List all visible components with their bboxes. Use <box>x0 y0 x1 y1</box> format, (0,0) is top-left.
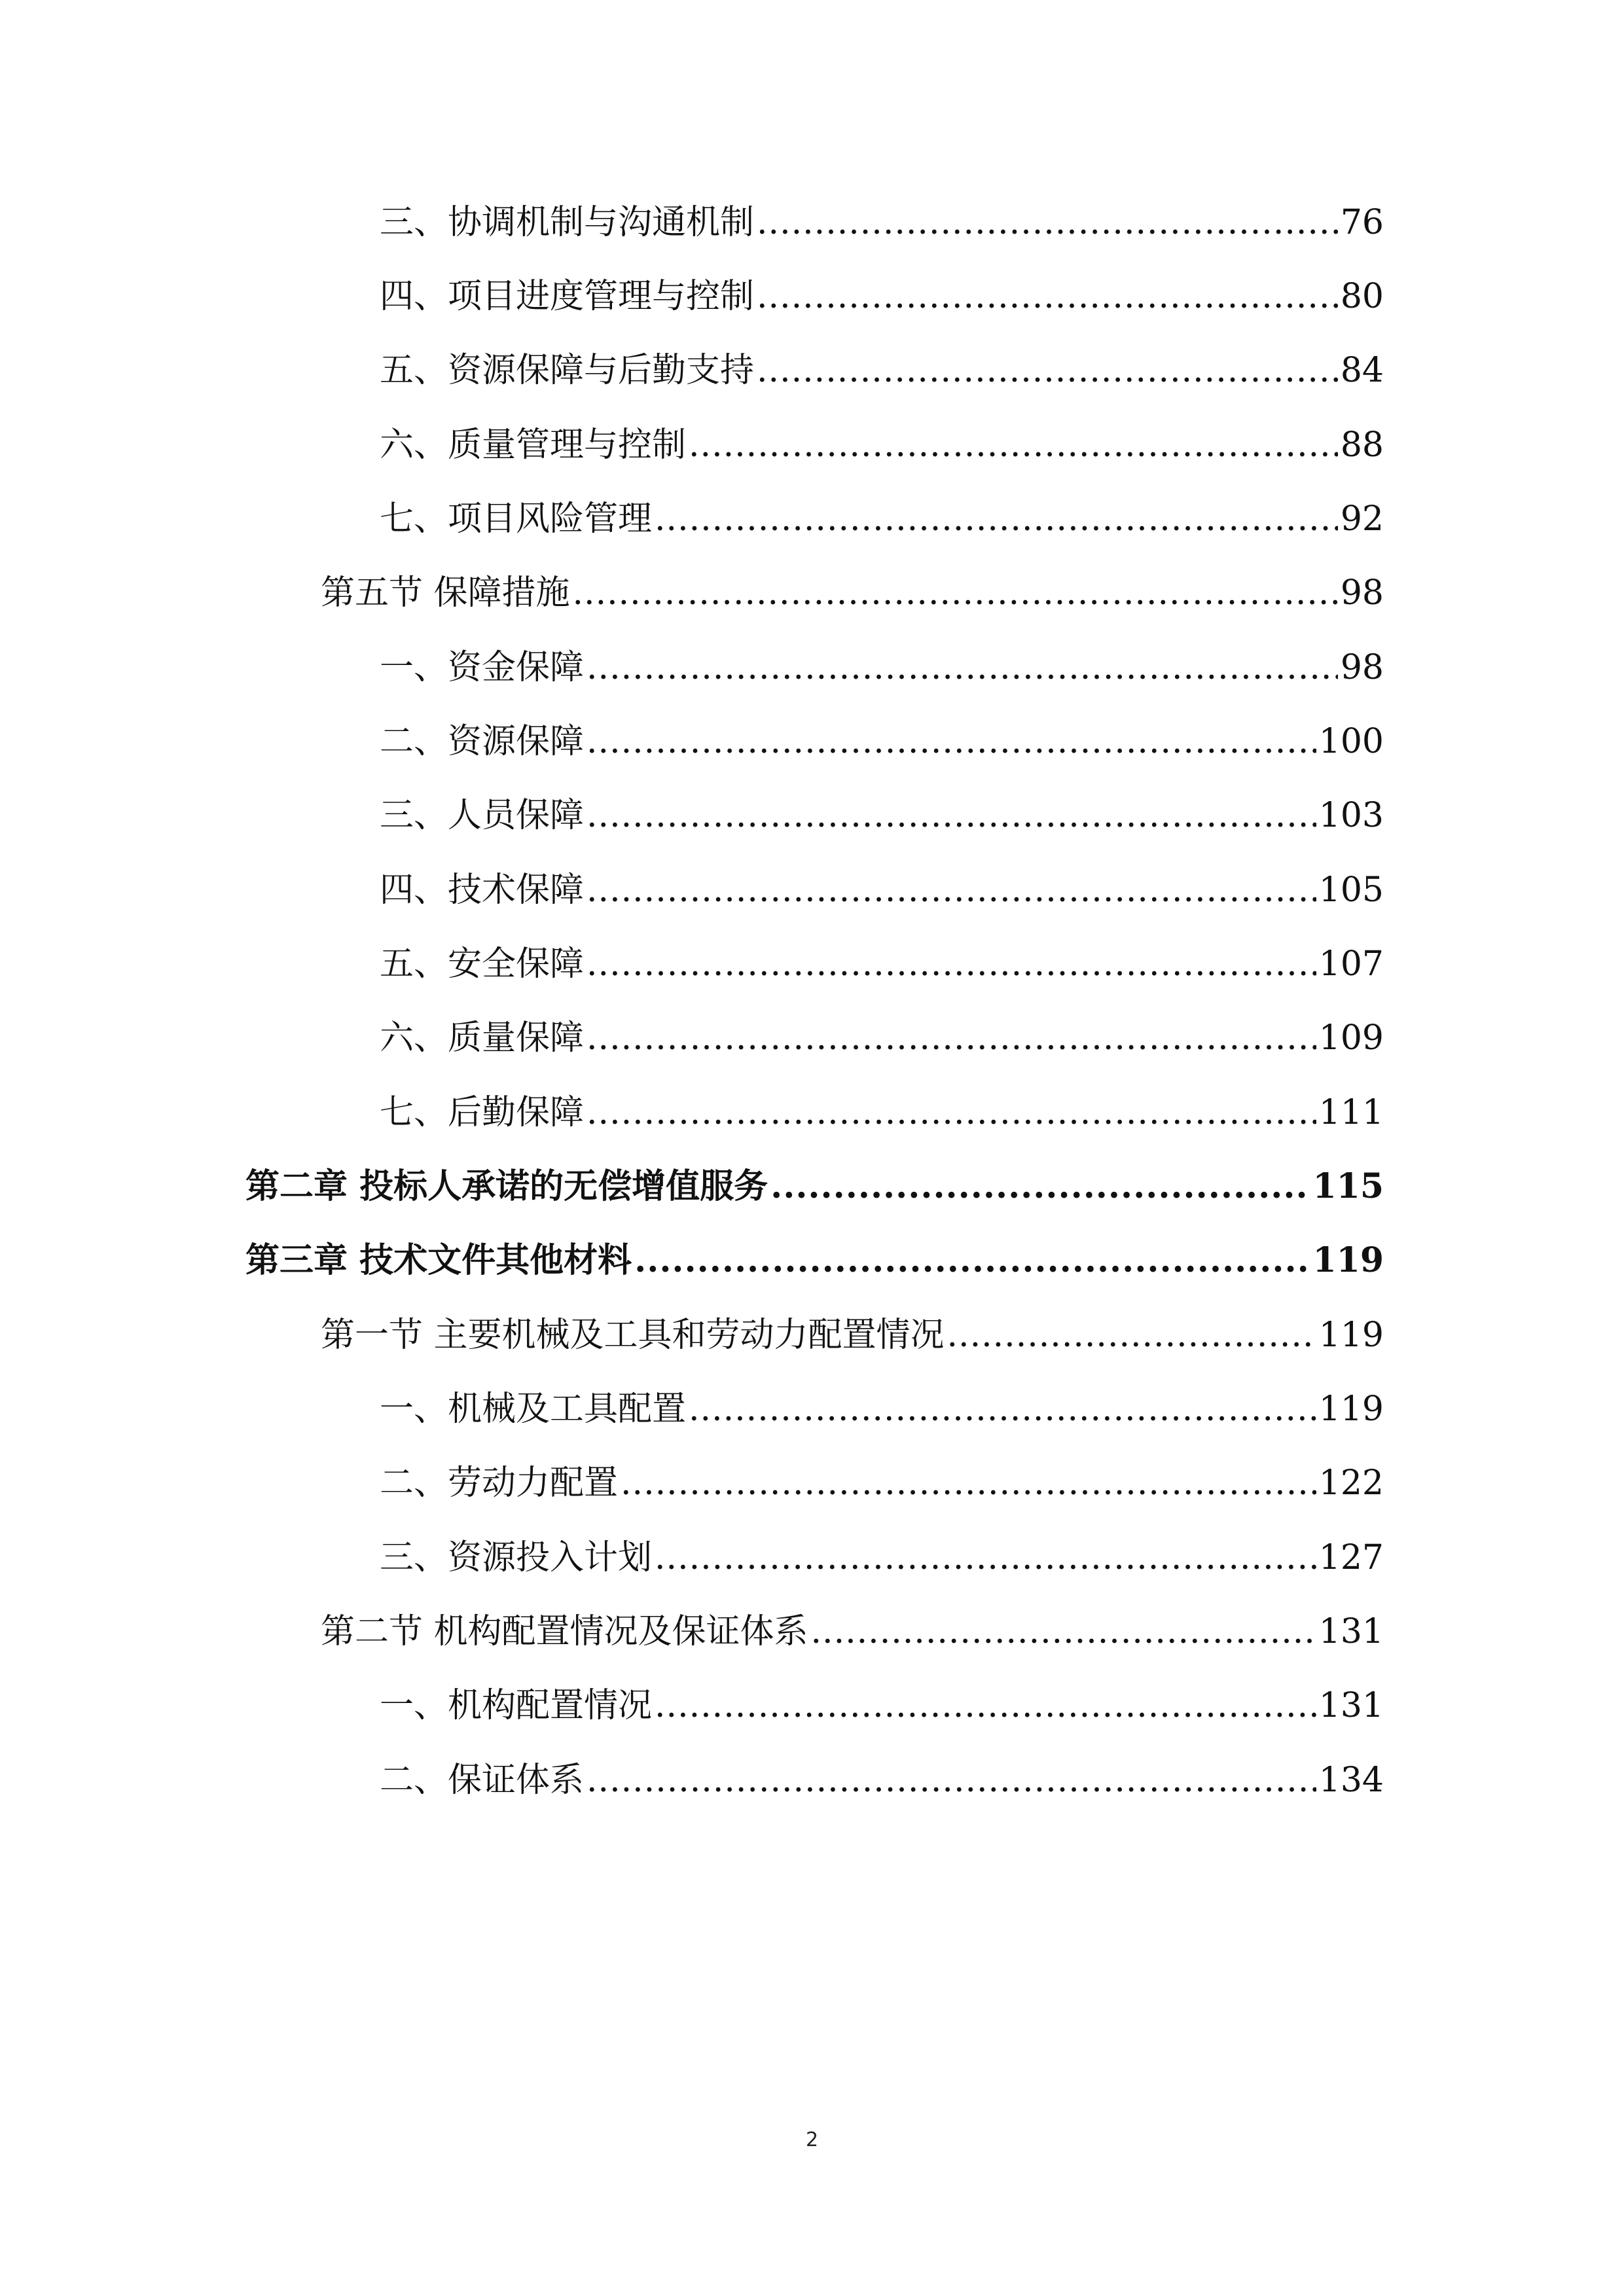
toc-entry-label: 三、人员保障 <box>380 796 585 835</box>
toc-entry-page: 92 <box>1340 499 1384 539</box>
toc-entry-page: 100 <box>1318 722 1384 761</box>
toc-entry-resources[interactable] <box>380 704 1384 762</box>
toc-entry-assurance-system[interactable] <box>380 1742 1384 1801</box>
toc-entry-logistics[interactable] <box>380 1075 1384 1134</box>
toc-entry-funding[interactable] <box>380 630 1384 689</box>
toc-entry-page: 107 <box>1318 944 1384 984</box>
toc-entry-page: 98 <box>1340 648 1384 687</box>
toc-dot-leader <box>586 869 1316 911</box>
toc-entry-quality-management[interactable] <box>380 407 1384 466</box>
toc-dot-leader <box>634 1240 1310 1282</box>
toc-dot-leader <box>586 795 1316 836</box>
toc-entry-label: 第五节 保障措施 <box>321 573 570 613</box>
toc-dot-leader <box>586 1759 1316 1801</box>
toc-dot-leader <box>655 498 1338 540</box>
toc-entry-label: 五、安全保障 <box>380 944 585 984</box>
toc-entry-chapter-3[interactable] <box>245 1223 1384 1282</box>
toc-entry-label: 第二节 机构配置情况及保证体系 <box>321 1612 808 1651</box>
toc-entry-page: 76 <box>1340 203 1384 242</box>
toc-entry-page: 105 <box>1318 870 1384 910</box>
toc-dot-leader <box>573 572 1338 614</box>
toc-dot-leader <box>586 647 1338 689</box>
toc-entry-page: 111 <box>1318 1093 1384 1132</box>
toc-dot-leader <box>689 424 1338 466</box>
toc-entry-resource-plan[interactable] <box>380 1520 1384 1579</box>
toc-entry-page: 122 <box>1318 1463 1384 1503</box>
toc-dot-leader <box>621 1462 1316 1504</box>
toc-entry-labor[interactable] <box>380 1445 1384 1504</box>
toc-entry-label: 二、劳动力配置 <box>380 1463 619 1503</box>
toc-entry-label: 第二章 投标人承诺的无偿增值服务 <box>245 1166 768 1206</box>
toc-entry-label: 七、项目风险管理 <box>380 499 653 539</box>
toc-entry-chapter-2[interactable] <box>245 1149 1384 1208</box>
toc-entry-label: 七、后勤保障 <box>380 1093 585 1132</box>
toc-dot-leader <box>757 350 1338 391</box>
toc-entry-page: 119 <box>1318 1390 1384 1429</box>
toc-entry-label: 二、保证体系 <box>380 1761 585 1800</box>
toc-entry-page: 131 <box>1318 1686 1384 1725</box>
toc-dot-leader <box>586 943 1316 985</box>
toc-entry-page: 88 <box>1340 425 1384 465</box>
toc-entry-label: 一、资金保障 <box>380 648 585 687</box>
toc-entry-risk-management[interactable] <box>380 481 1384 540</box>
toc-entry-personnel[interactable] <box>380 778 1384 836</box>
toc-entry-label: 三、资源投入计划 <box>380 1538 653 1577</box>
toc-entry-resource-logistics[interactable] <box>380 332 1384 391</box>
toc-entry-label: 第三章 技术文件其他材料 <box>245 1240 632 1280</box>
toc-entry-section-1-machinery-labor[interactable] <box>321 1297 1384 1356</box>
toc-dot-leader <box>770 1166 1310 1208</box>
toc-entry-schedule-management[interactable] <box>380 259 1384 317</box>
toc-entry-label: 一、机械及工具配置 <box>380 1390 687 1429</box>
toc-entry-page: 119 <box>1312 1240 1384 1280</box>
toc-dot-leader <box>811 1611 1316 1653</box>
toc-dot-leader <box>586 1092 1316 1134</box>
toc-entry-label: 二、资源保障 <box>380 722 585 761</box>
toc-entry-page: 98 <box>1340 573 1384 613</box>
toc-dot-leader <box>655 1537 1316 1579</box>
toc-dot-leader <box>757 276 1338 317</box>
toc-entry-coordination-mechanism[interactable] <box>380 185 1384 243</box>
toc-entry-page: 134 <box>1318 1761 1384 1800</box>
toc-entry-technical[interactable] <box>380 852 1384 911</box>
toc-dot-leader <box>586 721 1316 762</box>
toc-entry-organization[interactable] <box>380 1668 1384 1727</box>
toc-entry-label: 四、技术保障 <box>380 870 585 910</box>
toc-entry-page: 131 <box>1318 1612 1384 1651</box>
toc-entry-quality[interactable] <box>380 1000 1384 1059</box>
toc-entry-label: 三、协调机制与沟通机制 <box>380 203 755 242</box>
toc-entry-label: 四、项目进度管理与控制 <box>380 277 755 316</box>
toc-entry-label: 一、机构配置情况 <box>380 1686 653 1725</box>
toc-dot-leader <box>757 202 1338 243</box>
toc-entry-section-2-organization[interactable] <box>321 1594 1384 1653</box>
toc-entry-label: 六、质量管理与控制 <box>380 425 687 465</box>
toc-entry-page: 127 <box>1318 1538 1384 1577</box>
toc-dot-leader <box>689 1388 1316 1430</box>
toc-entry-page: 84 <box>1340 351 1384 390</box>
toc-dot-leader <box>655 1685 1316 1727</box>
page-number: 2 <box>805 2128 819 2151</box>
toc-entry-label: 六、质量保障 <box>380 1018 585 1058</box>
toc-entry-page: 109 <box>1318 1018 1384 1058</box>
toc-entry-machinery-tools[interactable] <box>380 1371 1384 1430</box>
toc-entry-page: 80 <box>1340 277 1384 316</box>
toc-entry-page: 103 <box>1318 796 1384 835</box>
toc-dot-leader <box>947 1314 1316 1356</box>
toc-entry-page: 119 <box>1318 1316 1384 1355</box>
toc-entry-label: 五、资源保障与后勤支持 <box>380 351 755 390</box>
toc-entry-label: 第一节 主要机械及工具和劳动力配置情况 <box>321 1316 945 1355</box>
toc-entry-section-5-safeguards[interactable] <box>321 555 1384 614</box>
toc-dot-leader <box>586 1017 1316 1059</box>
toc-entry-page: 115 <box>1312 1166 1384 1206</box>
toc-entry-safety[interactable] <box>380 926 1384 985</box>
